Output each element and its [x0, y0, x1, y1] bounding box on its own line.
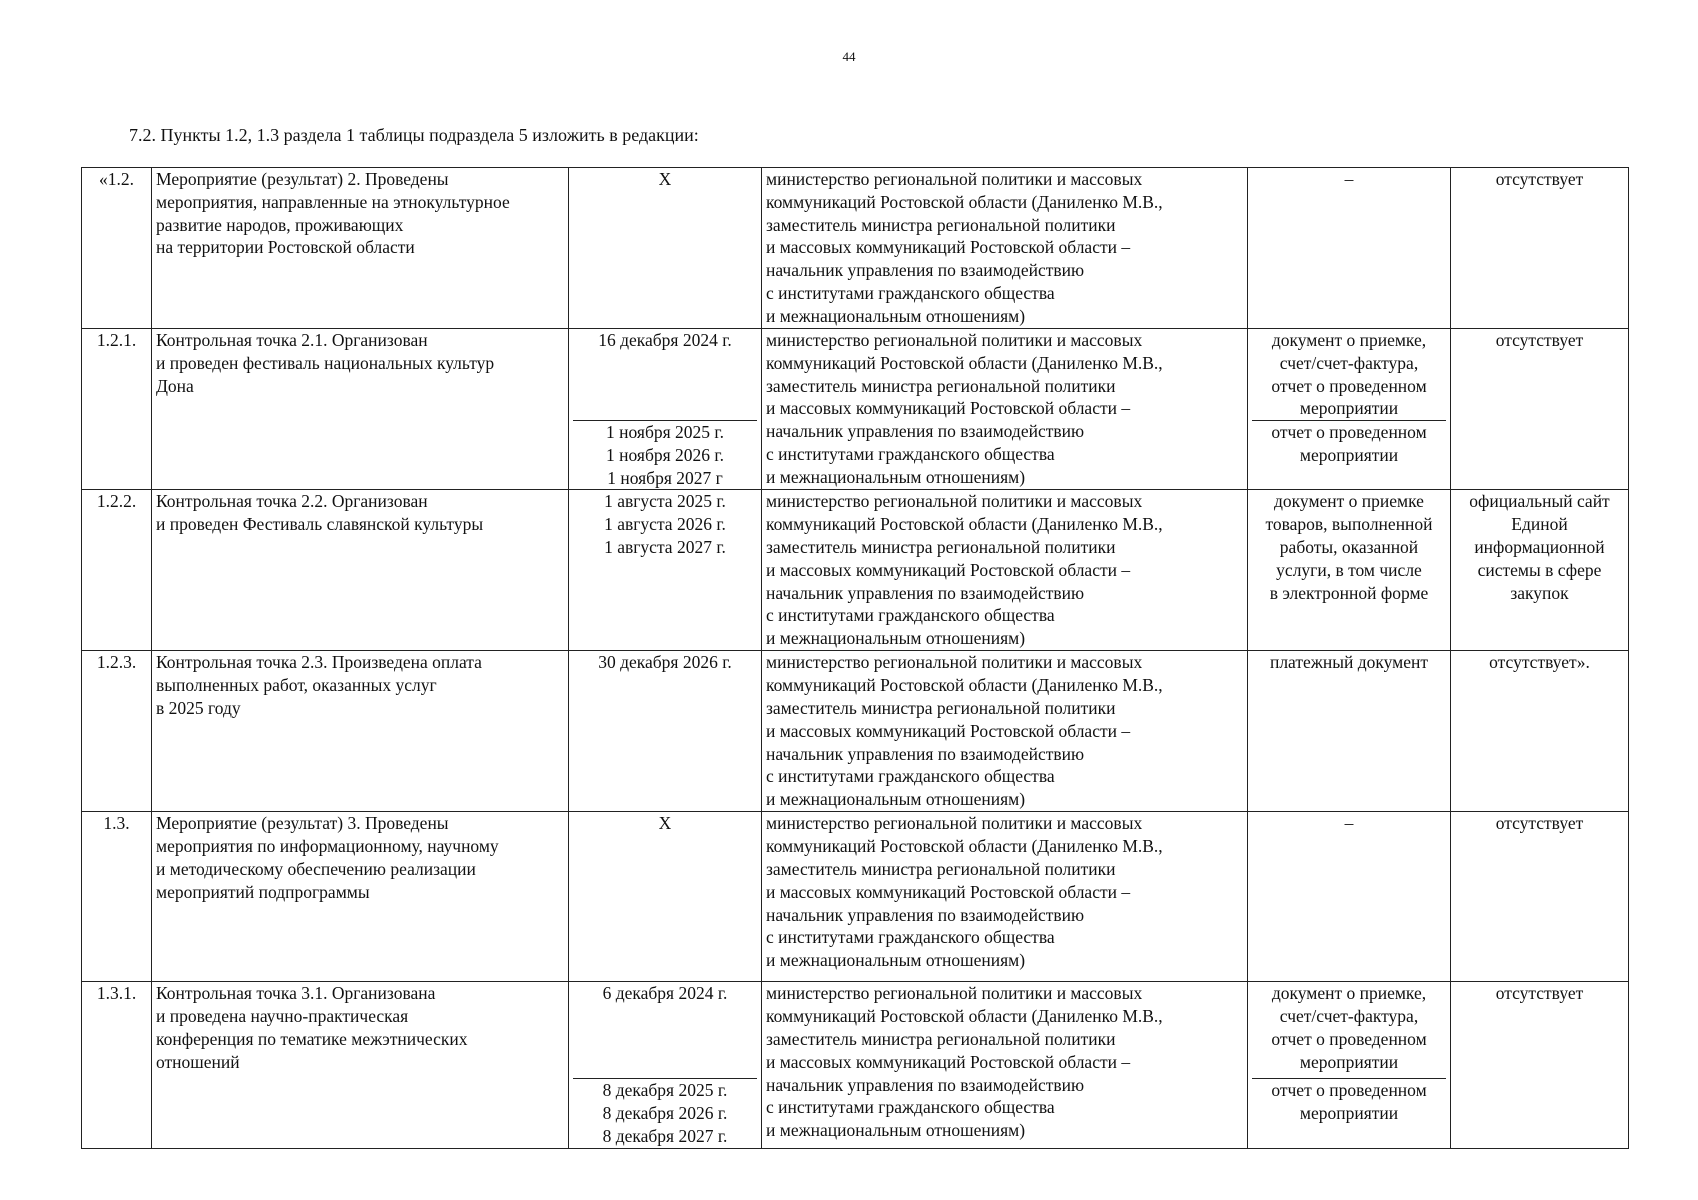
row-document: – — [1248, 168, 1451, 329]
row-document: – — [1248, 812, 1451, 982]
row-date-later: 8 декабря 2025 г. 8 декабря 2026 г. 8 декабря 2027 г. — [602, 1080, 728, 1146]
row-date-split — [569, 329, 762, 490]
row-document-first: документ о приемке, счет/счет-фактура, отчет о проведенном мероприятии — [1252, 329, 1446, 421]
row-number: 1.3. — [82, 812, 152, 982]
row-date: Х — [569, 168, 762, 329]
row-date: 1 августа 2025 г. 1 августа 2026 г. 1 августа 2027 г. — [569, 490, 762, 651]
row-document-later: отчет о проведенном мероприятии — [1271, 1080, 1427, 1124]
table-row — [82, 651, 1629, 812]
row-responsible: министерство региональной политики и массовых коммуникаций Ростовской области (Даниленко М.В., заместитель министра региональной политики и массовых коммуникаций Ростовской области – начальник управления по взаимодействию с институтами гражданского общества и межнациональным отношениям) — [762, 168, 1248, 329]
row-information-system: отсутствует». — [1451, 651, 1629, 812]
row-responsible: министерство региональной политики и массовых коммуникаций Ростовской области (Даниленко М.В., заместитель министра региональной политики и массовых коммуникаций Ростовской области – начальник управления по взаимодействию с институтами гражданского общества и межнациональным отношениям) — [762, 490, 1248, 651]
table-row — [82, 168, 1629, 329]
row-number: 1.2.2. — [82, 490, 152, 651]
row-responsible: министерство региональной политики и массовых коммуникаций Ростовской области (Даниленко М.В., заместитель министра региональной политики и массовых коммуникаций Ростовской области – начальник управления по взаимодействию с институтами гражданского общества и межнациональным отношениям) — [762, 329, 1248, 490]
page-number: 44 — [842, 49, 856, 64]
row-date-first: 16 декабря 2024 г. — [573, 329, 757, 421]
row-information-system: отсутствует — [1451, 329, 1629, 490]
row-number: 1.3.1. — [82, 982, 152, 1149]
row-date: 30 декабря 2026 г. — [569, 651, 762, 812]
row-date-split — [569, 982, 762, 1149]
row-document-first: документ о приемке, счет/счет-фактура, отчет о проведенном мероприятии — [1252, 982, 1446, 1079]
row-date-later: 1 ноября 2025 г. 1 ноября 2026 г. 1 ноября 2027 г — [606, 422, 724, 488]
table-row — [82, 812, 1629, 982]
row-name: Контрольная точка 3.1. Организована и проведена научно-практическая конференция по тематике межэтнических отношений — [152, 982, 569, 1149]
row-name: Контрольная точка 2.1. Организован и проведен фестиваль национальных культур Дона — [152, 329, 569, 490]
row-number: «1.2. — [82, 168, 152, 329]
row-information-system: отсутствует — [1451, 982, 1629, 1149]
row-number: 1.2.3. — [82, 651, 152, 812]
row-information-system: отсутствует — [1451, 168, 1629, 329]
intro-text: 7.2. Пункты 1.2, 1.3 раздела 1 таблицы подраздела 5 изложить в редакции: — [129, 125, 699, 145]
row-document: документ о приемке товаров, выполненной работы, оказанной услуги, в том числе в электронной форме — [1248, 490, 1451, 651]
row-document: платежный документ — [1248, 651, 1451, 812]
row-responsible: министерство региональной политики и массовых коммуникаций Ростовской области (Даниленко М.В., заместитель министра региональной политики и массовых коммуникаций Ростовской области – начальник управления по взаимодействию с институтами гражданского общества и межнациональным отношениям) — [762, 982, 1248, 1149]
row-name: Контрольная точка 2.3. Произведена оплата выполненных работ, оказанных услуг в 2025 году — [152, 651, 569, 812]
table-row — [82, 490, 1629, 651]
row-number: 1.2.1. — [82, 329, 152, 490]
row-document-split — [1248, 982, 1451, 1149]
table-row — [82, 329, 1629, 490]
row-name: Контрольная точка 2.2. Организован и проведен Фестиваль славянской культуры — [152, 490, 569, 651]
table-row — [82, 982, 1629, 1149]
row-responsible: министерство региональной политики и массовых коммуникаций Ростовской области (Даниленко М.В., заместитель министра региональной политики и массовых коммуникаций Ростовской области – начальник управления по взаимодействию с институтами гражданского общества и межнациональным отношениям) — [762, 651, 1248, 812]
row-name: Мероприятие (результат) 2. Проведены мероприятия, направленные на этнокультурное развитие народов, проживающих на территории Ростовской области — [152, 168, 569, 329]
row-responsible: министерство региональной политики и массовых коммуникаций Ростовской области (Даниленко М.В., заместитель министра региональной политики и массовых коммуникаций Ростовской области – начальник управления по взаимодействию с институтами гражданского общества и межнациональным отношениям) — [762, 812, 1248, 982]
row-document-later: отчет о проведенном мероприятии — [1271, 422, 1427, 465]
row-date: Х — [569, 812, 762, 982]
row-information-system: отсутствует — [1451, 812, 1629, 982]
row-document-split — [1248, 329, 1451, 490]
row-date-first: 6 декабря 2024 г. — [573, 982, 757, 1079]
row-name: Мероприятие (результат) 3. Проведены мероприятия по информационному, научному и методическому обеспечению реализации мероприятий подпрограммы — [152, 812, 569, 982]
row-information-system: официальный сайт Единой информационной системы в сфере закупок — [1451, 490, 1629, 651]
measures-table — [81, 167, 1629, 1149]
